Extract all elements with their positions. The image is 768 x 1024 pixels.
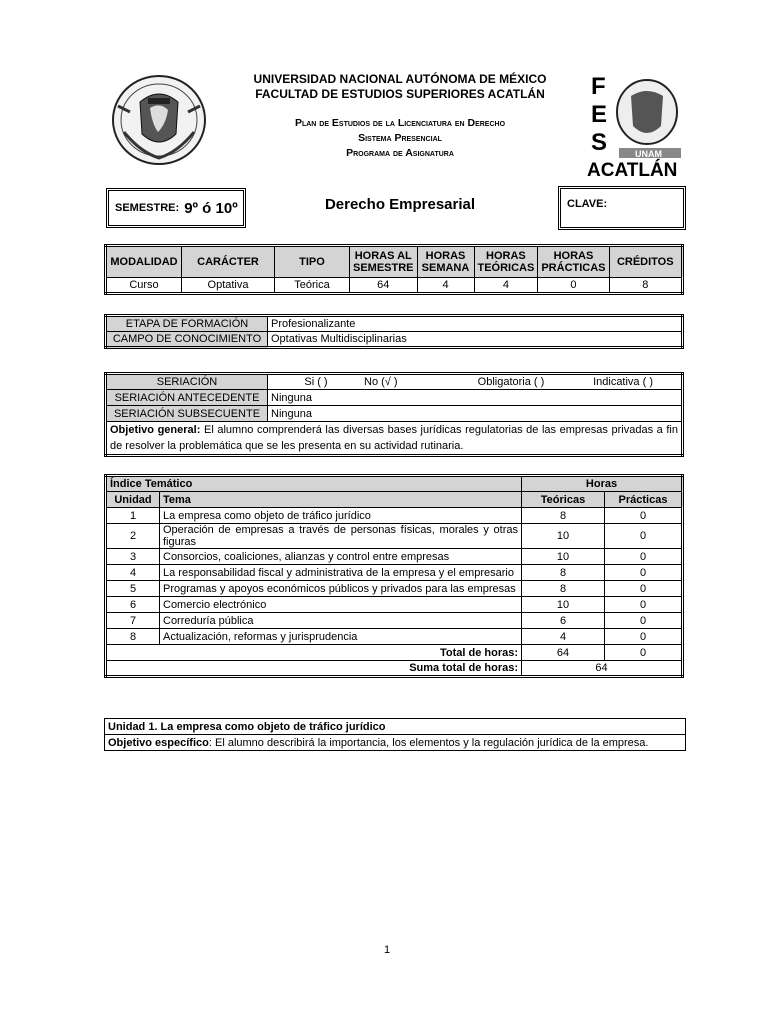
seriation-label: SERIACIÓN (106, 374, 268, 390)
practice-hours: 0 (605, 629, 683, 645)
seriation-table (104, 372, 684, 457)
semester-box (106, 188, 246, 228)
key-label: CLAVE: (567, 198, 608, 210)
plan-title: Plan de Estudios de la Licenciatura en Derecho (294, 117, 506, 129)
type-value: Teórica (275, 278, 350, 294)
table-row (106, 629, 683, 645)
topic-text: Comercio electrónico (160, 597, 522, 613)
fes-acatlan-logo (585, 72, 685, 180)
theory-hours-value: 4 (474, 278, 538, 294)
topic-text: Programas y apoyos económicos públicos y privados para las empresas (160, 581, 522, 597)
practice-hours: 0 (605, 613, 683, 629)
topic-text: Correduría pública (160, 613, 522, 629)
col-header: HORAS SEMANA (417, 246, 474, 278)
topic-text: Actualización, reformas y jurisprudencia (160, 629, 522, 645)
topic-header: Tema (160, 492, 522, 508)
character-value: Optativa (182, 278, 275, 294)
index-title: Índice Temático (106, 476, 522, 492)
topic-text: La responsabilidad fiscal y administrativa de la empresa y el empresario (160, 565, 522, 581)
semester-hours-value: 64 (350, 278, 418, 294)
weekly-hours-value: 4 (417, 278, 474, 294)
col-header: CARÁCTER (182, 246, 275, 278)
unit1-objective-label: Objetivo específico (108, 736, 209, 749)
theory-hours: 10 (522, 597, 605, 613)
field-value: Optativas Multidisciplinarias (268, 332, 683, 348)
unit-number: 1 (106, 508, 160, 524)
theory-hours: 8 (522, 508, 605, 524)
seriation-no: No (√ ) (364, 376, 398, 388)
theory-hours: 8 (522, 581, 605, 597)
modality-table (104, 244, 684, 295)
practice-hours: 0 (605, 524, 683, 549)
col-header: HORAS AL SEMESTRE (350, 246, 418, 278)
subsequent-label: SERIACIÓN SUBSECUENTE (106, 406, 268, 422)
unit1-objective-text: : El alumno describirá la importancia, los elementos y la regulación jurídica de la empresa. (208, 736, 649, 749)
svg-text:ACATLÁN: ACATLÁN (587, 160, 678, 180)
practice-hours: 0 (605, 565, 683, 581)
col-header: HORAS TEÓRICAS (474, 246, 538, 278)
table-row (106, 597, 683, 613)
table-row (106, 565, 683, 581)
general-objective-label: Objetivo general: (110, 424, 201, 436)
unit1-title: Unidad 1. La empresa como objeto de tráfico jurídico (105, 719, 686, 735)
total-theory: 64 (522, 645, 605, 661)
stage-label: ETAPA DE FORMACIÓN (106, 316, 268, 332)
seriation-yes: Si ( ) (304, 376, 328, 388)
stage-value: Profesionalizante (268, 316, 683, 332)
topic-text: La empresa como objeto de tráfico jurídico (160, 508, 522, 524)
total-practice: 0 (605, 645, 683, 661)
theory-hours: 10 (522, 549, 605, 565)
col-header: TIPO (275, 246, 350, 278)
modality-value: Curso (106, 278, 182, 294)
sum-hours-value: 64 (522, 661, 683, 677)
unit-number: 2 (106, 524, 160, 549)
theory-hours: 4 (522, 629, 605, 645)
col-header: HORAS PRÁCTICAS (538, 246, 609, 278)
unit1-objective (105, 735, 686, 751)
unit-number: 3 (106, 549, 160, 565)
theory-hours: 6 (522, 613, 605, 629)
svg-text:E: E (591, 101, 608, 128)
unit-number: 7 (106, 613, 160, 629)
topic-text: Consorcios, coaliciones, alianzas y control entre empresas (160, 549, 522, 565)
svg-text:UNAM: UNAM (635, 149, 662, 159)
total-hours-label: Total de horas: (106, 645, 522, 661)
svg-text:S: S (591, 129, 608, 156)
theory-header: Teóricas (522, 492, 605, 508)
practice-hours-value: 0 (538, 278, 609, 294)
sum-hours-label: Suma total de horas: (106, 661, 522, 677)
key-box (558, 186, 686, 230)
course-title: Derecho Empresarial (324, 196, 476, 213)
svg-text:F: F (591, 73, 606, 100)
table-row (106, 549, 683, 565)
general-objective (106, 422, 683, 456)
hours-header: Horas (522, 476, 683, 492)
unit1-table (104, 718, 686, 751)
subsequent-value: Ninguna (268, 406, 683, 422)
page-number: 1 (384, 944, 391, 956)
unit-number: 8 (106, 629, 160, 645)
program-title: Programa de Asignatura (346, 147, 454, 159)
table-row (106, 581, 683, 597)
antecedent-value: Ninguna (268, 390, 683, 406)
unit-number: 6 (106, 597, 160, 613)
system-title: Sistema Presencial (358, 132, 442, 144)
practice-hours: 0 (605, 581, 683, 597)
unit-number: 5 (106, 581, 160, 597)
theory-hours: 8 (522, 565, 605, 581)
practice-header: Prácticas (605, 492, 683, 508)
practice-hours: 0 (605, 597, 683, 613)
general-objective-text: El alumno comprenderá las diversas bases jurídicas regulatorias de las empresas privadas a fin de resolver la problemática que se les presenta en su actividad rutinaria. (110, 424, 678, 452)
formation-table (104, 314, 684, 349)
table-row (106, 524, 683, 549)
semester-label: SEMESTRE: (115, 202, 180, 214)
antecedent-label: SERIACIÓN ANTECEDENTE (106, 390, 268, 406)
faculty-name: FACULTAD DE ESTUDIOS SUPERIORES ACATLÁN (255, 87, 545, 101)
seriation-indicative: Indicativa ( ) (593, 376, 653, 388)
field-label: CAMPO DE CONOCIMIENTO (106, 332, 268, 348)
university-name: UNIVERSIDAD NACIONAL AUTÓNOMA DE MÉXICO (253, 72, 547, 86)
unam-seal-logo (110, 72, 208, 168)
col-header: MODALIDAD (106, 246, 182, 278)
unit-header: Unidad (106, 492, 160, 508)
seriation-mandatory: Obligatoria ( ) (477, 376, 545, 388)
practice-hours: 0 (605, 508, 683, 524)
theory-hours: 10 (522, 524, 605, 549)
document-header (200, 72, 600, 161)
topic-text: Operación de empresas a través de personas físicas, morales y otras figuras (160, 524, 522, 549)
unit-number: 4 (106, 565, 160, 581)
col-header: CRÉDITOS (609, 246, 682, 278)
semester-value: 9º ó 10º (184, 199, 238, 217)
thematic-index-table (104, 474, 684, 678)
table-row (106, 508, 683, 524)
table-row (106, 613, 683, 629)
credits-value: 8 (609, 278, 682, 294)
practice-hours: 0 (605, 549, 683, 565)
